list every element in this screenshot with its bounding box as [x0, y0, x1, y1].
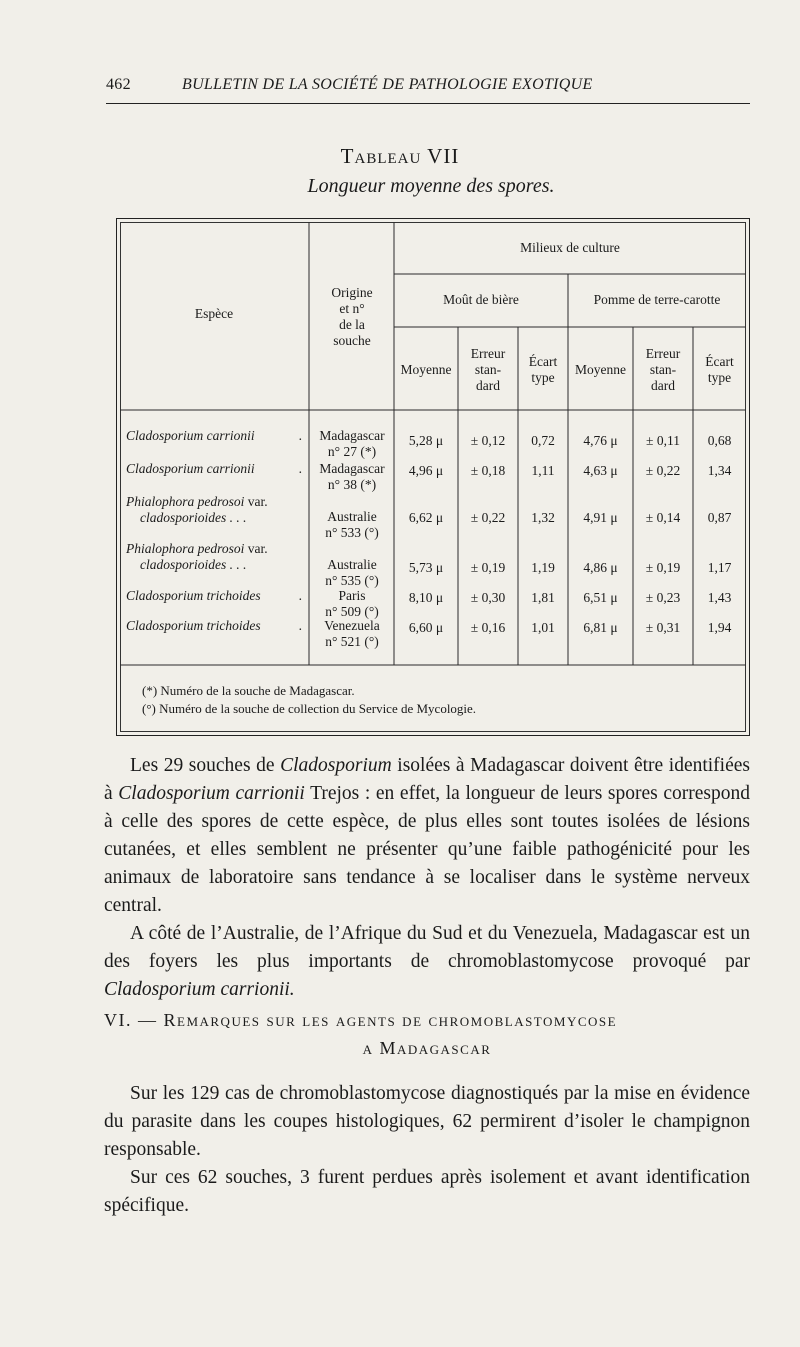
origin-number: n° 533 (°)	[325, 525, 379, 540]
leader-dots: .	[298, 461, 302, 476]
ecart-line: Écart	[528, 354, 558, 369]
paragraph	[104, 1164, 750, 1220]
leader-dots: .	[298, 588, 302, 603]
body-paragraphs-bottom	[104, 1080, 750, 1220]
erreur-line: dard	[651, 378, 675, 393]
species-name: Cladosporium trichoides	[126, 588, 261, 603]
species-name: Cladosporium carrionii	[126, 428, 255, 443]
p-moyenne-cell: 4,91 μ	[583, 510, 618, 525]
text-run: Trejos : en effet, la longueur de leurs spores correspond à celle des spores de cette espèce, de plus elles sont toutes isolées de lésions cutanées, et elles semblent ne présenter qu’une faible pathogénicité pour les animaux de laboratoire sans tendance à se localiser dans le système nerveux central.	[104, 783, 751, 916]
leader-dots: .	[298, 618, 302, 633]
m-erreur-cell: ± 0,12	[470, 433, 506, 448]
body-paragraphs-top	[104, 752, 750, 1004]
origine-line: de la	[339, 317, 365, 332]
col-head-m-ecart	[518, 354, 568, 386]
col-head-espece: Espèce	[194, 306, 234, 321]
table-row-origin	[310, 509, 394, 541]
origin-place: Paris	[338, 588, 366, 603]
text-run: isolées à Madagascar doivent être identifiées à	[104, 755, 750, 804]
table-caption: Longueur moyenne des spores.	[307, 175, 555, 197]
origin-number: n° 38 (*)	[327, 477, 377, 492]
col-head-m-moyenne: Moyenne	[400, 362, 452, 377]
erreur-line: stan-	[649, 362, 677, 377]
m-erreur-cell: ± 0,30	[470, 590, 506, 605]
origin-number: n° 27 (*)	[327, 444, 377, 459]
table-row-species	[126, 541, 306, 573]
m-moyenne-cell: 6,62 μ	[408, 510, 444, 525]
p-moyenne-cell: 6,81 μ	[583, 620, 618, 635]
table-row-origin	[310, 557, 394, 589]
p-ecart-cell: 1,17	[707, 560, 732, 575]
paragraph	[104, 1080, 750, 1164]
origine-line: et n°	[339, 301, 365, 316]
m-moyenne-cell: 6,60 μ	[408, 620, 444, 635]
origine-line: souche	[333, 333, 371, 348]
italic-run: Cladosporium carrionii.	[104, 979, 295, 1000]
table-row-origin	[310, 428, 394, 460]
page-number: 462	[106, 76, 131, 93]
table-row-origin	[310, 588, 394, 620]
p-moyenne-cell: 4,76 μ	[583, 433, 618, 448]
m-moyenne-cell: 5,28 μ	[408, 433, 444, 448]
section-heading-line: VI. — Remarques sur les agents de chromoblastomycose	[104, 1010, 618, 1030]
origin-place: Venezuela	[324, 618, 380, 633]
origin-number: n° 509 (°)	[325, 604, 379, 619]
m-moyenne-cell: 4,96 μ	[408, 463, 444, 478]
journal-title: BULLETIN DE LA SOCIÉTÉ DE PATHOLOGIE EXOTIQUE	[182, 76, 593, 93]
italic-run: Cladosporium	[280, 755, 392, 776]
species-name: Phialophora pedrosoi	[126, 494, 245, 509]
m-moyenne-cell: 5,73 μ	[408, 560, 444, 575]
species-variety: cladosporioides . . .	[140, 557, 247, 572]
p-moyenne-cell: 6,51 μ	[583, 590, 618, 605]
p-erreur-cell: ± 0,31	[645, 620, 681, 635]
species-name: Cladosporium trichoides	[126, 618, 261, 633]
table-row-origin	[310, 618, 394, 650]
paragraph	[104, 752, 750, 920]
origin-number: n° 535 (°)	[325, 573, 379, 588]
erreur-line: Erreur	[645, 346, 681, 361]
section-heading-line: a Madagascar	[362, 1038, 492, 1058]
p-ecart-cell: 0,87	[707, 510, 732, 525]
table-footnote: (*) Numéro de la souche de Madagascar.	[142, 683, 355, 698]
p-erreur-cell: ± 0,23	[645, 590, 681, 605]
origin-place: Madagascar	[319, 428, 385, 443]
m-ecart-cell: 0,72	[531, 433, 555, 448]
p-erreur-cell: ± 0,11	[646, 433, 680, 448]
m-erreur-cell: ± 0,19	[470, 560, 506, 575]
species-name: Phialophora pedrosoi	[126, 541, 245, 556]
text-run: A côté de l’Australie, de l’Afrique du Sud et du Venezuela, Madagascar est un des foyers les plus importants de chromoblastomycose provoqué par	[104, 923, 750, 972]
p-ecart-cell: 1,34	[707, 463, 732, 478]
m-ecart-cell: 1,19	[531, 560, 555, 575]
col-head-p-erreur	[633, 346, 693, 394]
italic-run: Cladosporium carrionii	[118, 783, 305, 804]
p-erreur-cell: ± 0,19	[645, 560, 681, 575]
p-ecart-cell: 0,68	[707, 433, 732, 448]
origin-number: n° 521 (°)	[325, 634, 379, 649]
col-head-p-moyenne: Moyenne	[575, 362, 626, 377]
m-ecart-cell: 1,81	[531, 590, 555, 605]
origine-line: Origine	[331, 285, 373, 300]
p-ecart-cell: 1,94	[707, 620, 732, 635]
origin-place: Australie	[327, 509, 377, 524]
ecart-line: Écart	[705, 354, 734, 369]
col-head-m-erreur	[458, 346, 518, 394]
species-variety: cladosporioides . . .	[140, 510, 247, 525]
erreur-line: stan-	[474, 362, 502, 377]
p-ecart-cell: 1,43	[707, 590, 732, 605]
col-head-milieux: Milieux de culture	[520, 240, 620, 255]
paragraph	[104, 920, 750, 1004]
origin-place: Australie	[327, 557, 377, 572]
leader-dots: .	[298, 428, 302, 443]
erreur-line: dard	[476, 378, 500, 393]
table-row-species	[126, 428, 306, 444]
table-row-origin	[310, 461, 394, 493]
table-row-species	[126, 588, 306, 604]
col-head-pomme: Pomme de terre-carotte	[593, 292, 721, 307]
table-row-species	[126, 461, 306, 477]
col-head-moult: Moût de bière	[443, 292, 519, 307]
p-erreur-cell: ± 0,14	[645, 510, 681, 525]
table-label: Tableau VII	[340, 144, 460, 168]
col-head-origine	[310, 285, 394, 349]
m-erreur-cell: ± 0,16	[470, 620, 506, 635]
text-run: Les 29 souches de	[130, 755, 281, 776]
p-erreur-cell: ± 0,22	[645, 463, 681, 478]
p-moyenne-cell: 4,63 μ	[583, 463, 618, 478]
origin-place: Madagascar	[319, 461, 385, 476]
m-moyenne-cell: 8,10 μ	[408, 590, 444, 605]
ecart-line: type	[531, 370, 555, 385]
m-erreur-cell: ± 0,18	[470, 463, 506, 478]
species-var: var.	[247, 494, 268, 509]
table-row-species	[126, 618, 306, 634]
m-ecart-cell: 1,01	[531, 620, 555, 635]
erreur-line: Erreur	[470, 346, 506, 361]
section-heading	[104, 1010, 750, 1058]
col-head-p-ecart	[693, 354, 746, 386]
species-var: var.	[247, 541, 268, 556]
text-run: Sur les 129 cas de chromoblastomycose diagnostiqués par la mise en évidence du parasite dans les coupes histologiques, 62 permirent d’isoler le champignon responsable.	[104, 1083, 750, 1160]
text-run: Sur ces 62 souches, 3 furent perdues après isolement et avant identification spécifique.	[104, 1167, 750, 1216]
m-ecart-cell: 1,32	[531, 510, 555, 525]
m-ecart-cell: 1,11	[531, 463, 555, 478]
m-erreur-cell: ± 0,22	[470, 510, 506, 525]
table-footnote: (°) Numéro de la souche de collection du Service de Mycologie.	[142, 701, 477, 716]
p-moyenne-cell: 4,86 μ	[583, 560, 618, 575]
table-row-species	[126, 494, 306, 526]
species-name: Cladosporium carrionii	[126, 461, 255, 476]
ecart-line: type	[707, 370, 732, 385]
